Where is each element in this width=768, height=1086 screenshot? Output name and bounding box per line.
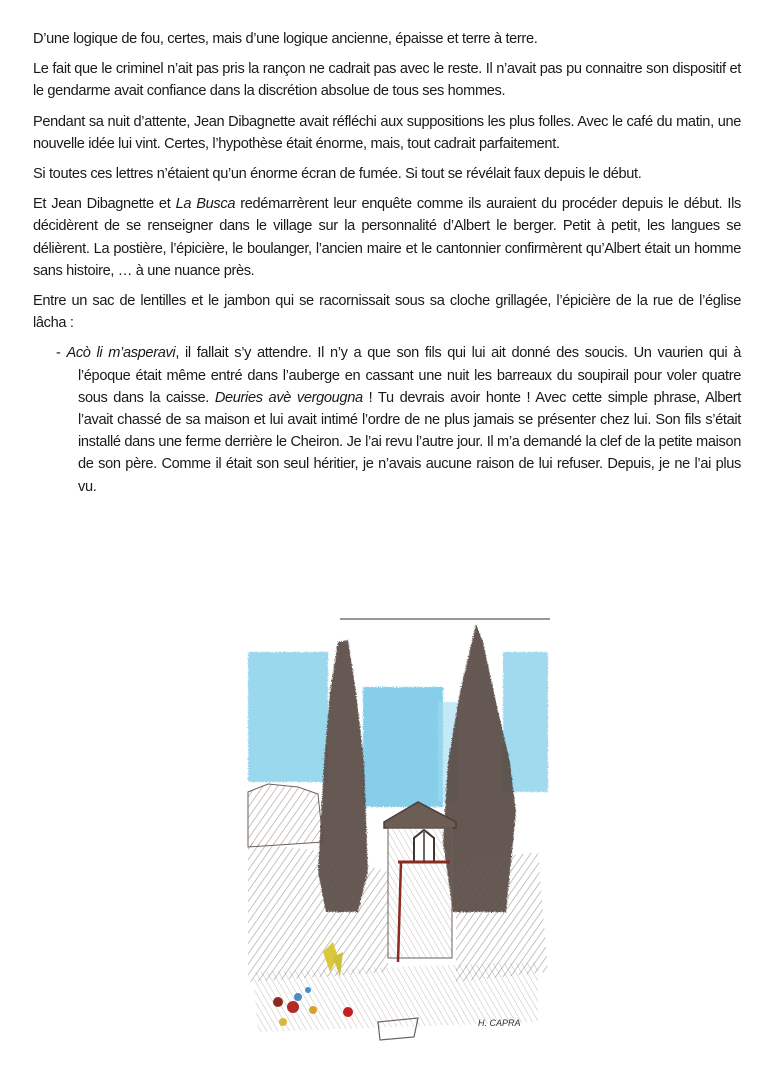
p5-text-b: redémarrèrent leur enquête comme ils auraient du procéder depuis le début. Ils décidèrent de se renseigner dans le village sur la personnalité d’Albert le berger. Petit à petit, les langues se délièrent. La postière, l’épicière, le boulanger, l’ancien maire et le cantonnier confirmèrent qu’Albert était un homme sans histoire, … à une nuance près. <box>33 196 741 279</box>
dialogue-dash: - <box>56 345 67 362</box>
paragraph-2: Le fait que le criminel n’ait pas pris la rançon ne cadrait pas avec le reste. Il n’avait pas pu connaitre son dispositif et le gendarme avait confiance dans la discrétion absolue de tous ses hommes. <box>33 61 741 100</box>
document-page <box>33 28 741 506</box>
paragraph-3: Pendant sa nuit d’attente, Jean Dibagnette avait réfléchi aux suppositions les plus folles. Avec le café du matin, une nouvelle idée lui vint. Certes, l’hypothèse était énorme, mais, tout cadrait parfaitement. <box>33 113 741 152</box>
chapel <box>384 802 456 962</box>
dialogue-quote <box>33 342 741 497</box>
chapel-illustration <box>238 612 552 1058</box>
hills <box>248 784 323 847</box>
dialogue-italic-1: Acò li m’asperavi <box>66 345 176 362</box>
p5-italic-title: La Busca <box>175 196 236 213</box>
dialogue-text-2: ! Tu devrais avoir honte ! Avec cette simple phrase, Albert l’avait chassé de sa maison et lui avait intimé l’ordre de ne plus jamais se présenter chez lui. Son fils s’était installé dans une ferme derrière le Cheiron. Je l’ai revu l’autre jour. Il m’a demandé la clef de la petite maison de son père. Comme il était son seul héritier, je n’avais aucune raison de lui refuser. Depuis, je ne l’ai plus vu. <box>78 389 741 495</box>
paragraph-1: D’une logique de fou, certes, mais d’une logique ancienne, épaisse et terre à terre. <box>33 31 538 47</box>
paragraph-6: Entre un sac de lentilles et le jambon qui se racornissait sous sa cloche grillagée, l’épicière de la rue de l’église lâcha : <box>33 293 741 332</box>
paragraph-5 <box>33 193 741 282</box>
dialogue-text-1: , il fallait s’y attendre. Il n’y a que son fils qui lui ait donné des soucis. Un vaurien qui à l’époque était même entré dans l’auberge en cassant une nuit les barreaux du soupirail pour voler quatre sous dans la caisse. <box>78 345 741 406</box>
paragraph-4: Si toutes ces lettres n’étaient qu’un énorme écran de fumée. Si tout se révélait faux depuis le début. <box>33 166 642 183</box>
artist-signature: H. CAPRA <box>478 1018 521 1028</box>
p5-text-a: Et Jean Dibagnette et <box>33 196 176 213</box>
illustration-sketch <box>238 612 552 1058</box>
dialogue-italic-2: Deuries avè vergougna <box>214 389 363 406</box>
